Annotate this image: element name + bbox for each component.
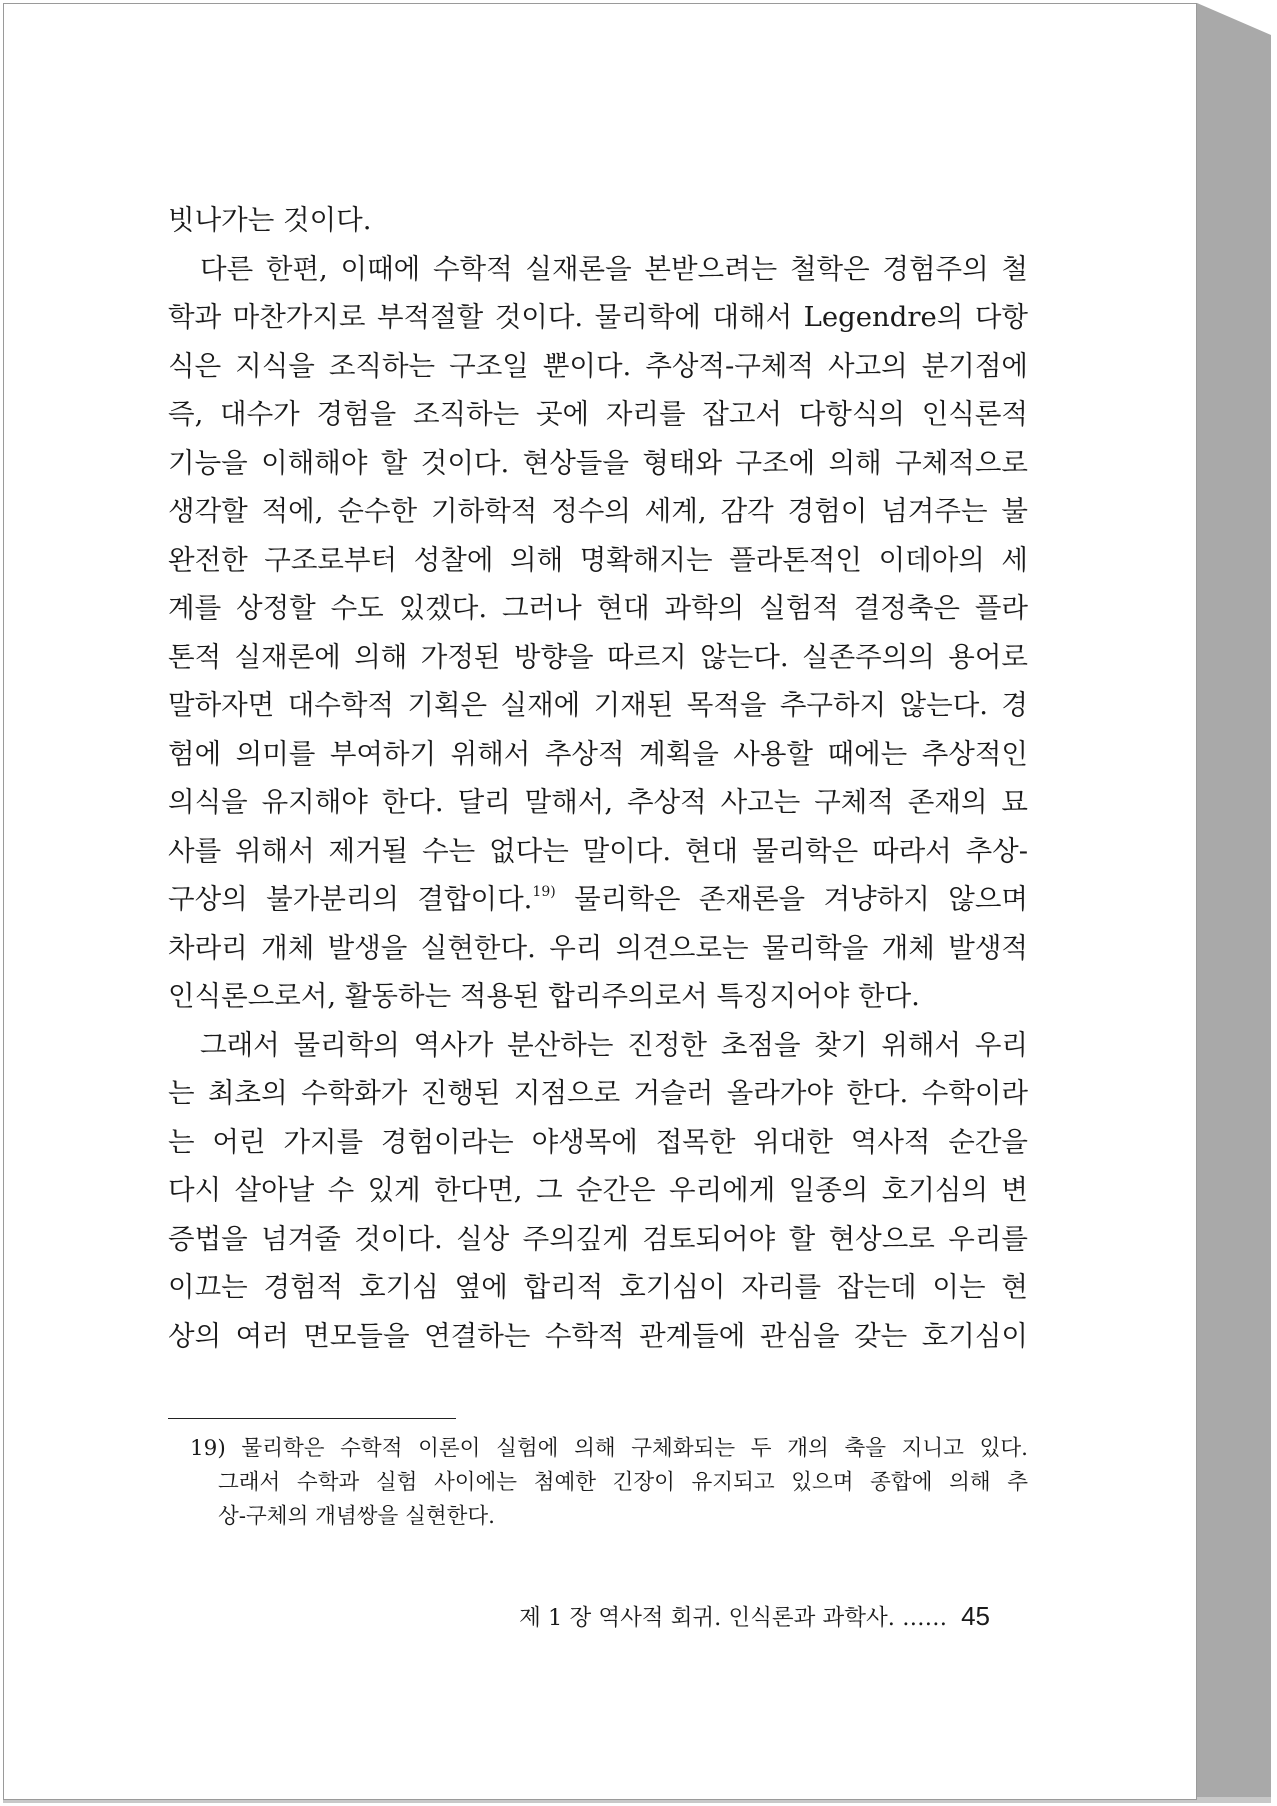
body-line: 이끄는 경험적 호기심 옆에 합리적 호기심이 자리를 잡는데 이는 현 [168,1271,1028,1303]
body-line: 완전한 구조로부터 성찰에 의해 명확해지는 플라톤적인 이데아의 세 [168,543,1028,576]
footnote [190,1432,1028,1534]
body-line: 사를 위해서 제거될 수는 없다는 말이다. 현대 물리학은 따라서 추상- [168,834,1028,867]
body-line: 증법을 넘겨줄 것이다. 실상 주의깊게 검토되어야 할 현상으로 우리를 [168,1222,1028,1255]
body-line: 기능을 이해해야 할 것이다. 현상들을 형태와 구조에 의해 구체적으로 [168,446,1028,479]
body-text [168,196,1028,1360]
body-line: 는 최초의 수학화가 진행된 지점으로 거슬러 올라가야 한다. 수학이라 [168,1077,1028,1109]
body-line: 다른 한편, 이때에 수학적 실재론을 본받으려는 철학은 경험주의 철 [200,252,1028,285]
body-line: 학과 마찬가지로 부적절할 것이다. 물리학에 대해서 Legendre의 다항 [168,301,1028,333]
body-line: 생각할 적에, 순수한 기하학적 정수의 세계, 감각 경험이 넘겨주는 불 [168,495,1028,527]
body-line: 톤적 실재론에 의해 가정된 방향을 따르지 않는다. 실존주의의 용어로 [168,640,1028,673]
chapter-title: 제 1 장 역사적 회귀. 인식론과 과학사. …… [519,1605,948,1631]
body-line-with-footnote [168,875,1028,924]
body-line: 차라리 개체 발생을 실현한다. 우리 의견으로는 물리학을 개체 발생적 [168,931,1028,964]
body-line-part: 물리학은 존재론을 겨냥하지 않으며 [574,883,1028,915]
body-line: 그래서 물리학의 역사가 분산하는 진정한 초점을 찾기 위해서 우리 [200,1028,1028,1061]
body-line: 다시 살아날 수 있게 한다면, 그 순간은 우리에게 일종의 호기심의 변 [168,1174,1028,1206]
running-footer [480,1596,990,1636]
body-line: 의식을 유지해야 한다. 달리 말해서, 추상적 사고는 구체적 존재의 묘 [168,786,1028,818]
body-line-part: 구상의 불가분리의 결합이다. [168,883,533,915]
footnote-text: 물리학은 수학적 이론이 실험에 의해 구체화되는 두 개의 축을 지니고 있다. [241,1436,1028,1461]
body-line: 상의 여러 면모들을 연결하는 수학적 관계들에 관심을 갖는 호기심이 [168,1319,1028,1352]
page-number: 45 [961,1601,990,1631]
body-line: 는 어린 가지를 경험이라는 야생목에 접목한 위대한 역사적 순간을 [168,1125,1028,1158]
body-line: 험에 의미를 부여하기 위해서 추상적 계획을 사용할 때에는 추상적인 [168,737,1028,770]
footnote-reference: 19) [532,884,556,900]
body-line: 즉, 대수가 경험을 조직하는 곳에 자리를 잡고서 다항식의 인식론적 [168,398,1028,430]
footnote-divider [168,1418,456,1419]
body-line: 계를 상정할 수도 있겠다. 그러나 현대 과학의 실험적 결정축은 플라 [168,592,1028,624]
body-line: 인식론으로서, 활동하는 적용된 합리주의로서 특징지어야 한다. [168,980,920,1012]
footnote-line: 그래서 수학과 실험 사이에는 첨예한 긴장이 유지되고 있으며 종합에 의해 추 [218,1470,1028,1495]
page-stack-edge [1197,3,1271,1800]
footnote-line [190,1432,1028,1466]
body-line: 식은 지식을 조직하는 구조일 뿐이다. 추상적-구체적 사고의 분기점에 [168,349,1028,382]
body-line: 빗나가는 것이다. [168,204,372,236]
footnote-number: 19) [190,1436,226,1461]
body-line: 말하자면 대수학적 기획은 실재에 기재된 목적을 추구하지 않는다. 경 [168,689,1028,721]
footnote-line: 상-구체의 개념쌍을 실현한다. [218,1504,495,1529]
